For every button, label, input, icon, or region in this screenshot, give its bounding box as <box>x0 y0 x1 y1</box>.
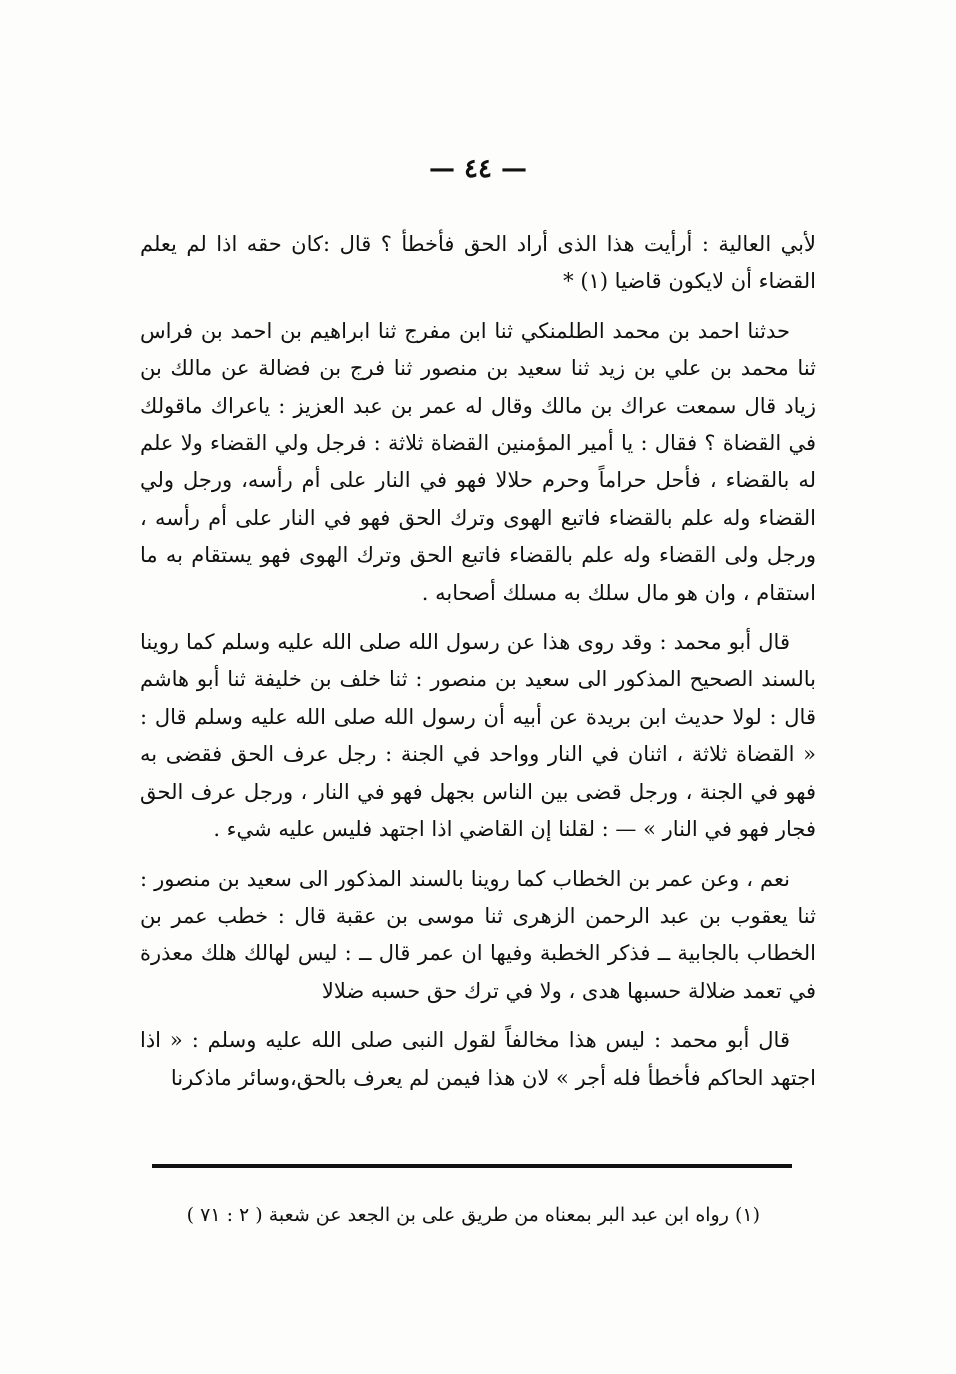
paragraph-3: قال أبو محمد : وقد روى هذا عن رسول الله صلى الله عليه وسلم كما روينا بالسند الصحيح المذكور الى سعيد بن منصور : ثنا خلف بن خليفة ثنا أبو هاشم قال : لولا حديث ابن بريدة عن أبيه أن رسول الله صلى الله عليه وسلم قال : « القضاة ثلاثة ، اثنان في النار وواحد في الجنة : رجل عرف الحق فقضى به فهو في الجنة ، ورجل قضى بين الناس بجهل فهو في النار ، ورجل عرف الحق فجار فهو في النار » — : لقلنا إن القاضي اذا اجتهد فليس عليه شيء . <box>140 630 816 842</box>
footnote-divider <box>152 1164 792 1168</box>
paragraph-2: حدثنا احمد بن محمد الطلمنكي ثنا ابن مفرج ثنا ابراهيم بن احمد بن فراس ثنا محمد بن علي بن زيد ثنا سعيد بن منصور ثنا فرج بن فضالة عن مالك بن زياد قال سمعت عراك بن مالك وقال له عمر بن عبد العزيز : ياعراك ماقولك في القضاة ؟ فقال : يا أمير المؤمنين القضاة ثلاثة : فرجل ولي القضاء ولا علم له بالقضاء ، فأحل حراماً وحرم حلالا فهو في النار على أم رأسه، ورجل ولي القضاء وله علم بالقضاء فاتبع الهوى وترك الحق فهو في النار على أم رأسه ، ورجل ولى القضاء وله علم بالقضاء فاتبع الحق وترك الهوى فهو يستقام به ما استقام ، وان هو مال سلك به مسلك أصحابه . <box>140 318 816 605</box>
footnote: (١) رواه ابن عبد البر بمعناه من طريق على بن الجعد عن شعبة ( ٢ : ٧١ ) <box>186 1204 760 1226</box>
page-number: — ٤٤ — <box>428 154 528 184</box>
paragraph-1: لأبي العالية : أرأيت هذا الذى أراد الحق فأخطأ ؟ قال :كان حقه اذا لم يعلم القضاء أن لايكون قاضيا (١) * <box>140 232 816 294</box>
paragraph-4: نعم ، وعن عمر بن الخطاب كما روينا بالسند المذكور الى سعيد بن منصور : ثنا يعقوب بن عبد الرحمن الزهرى ثنا موسى بن عقبة قال : خطب عمر بن الخطاب بالجابية ــ فذكر الخطبة وفيها ان عمر قال ــ : ليس لهالك هلك معذرة في تعمد ضلالة حسبها هدى ، ولا في ترك حق حسبه ضلالا <box>140 866 816 1003</box>
main-text <box>140 226 816 1109</box>
paragraph-5: قال أبو محمد : ليس هذا مخالفاً لقول النبى صلى الله عليه وسلم : « اذا اجتهد الحاكم فأخطأ فله أجر » لان هذا فيمن لم يعرف بالحق،وسائر ماذكرنا <box>140 1028 816 1090</box>
